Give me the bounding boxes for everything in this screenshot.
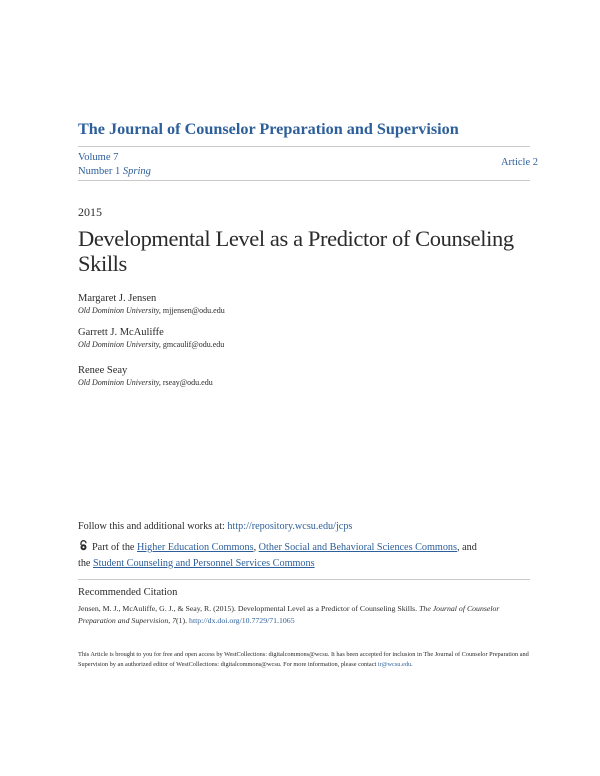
follow-text: Follow this and additional works at: — [78, 521, 225, 532]
recommended-citation: Jensen, M. J., McAuliffe, G. J., & Seay, R. (2015). Developmental Level as a Predictor of Counseling Skills. The Journal of Counselor Preparation and Supervision, 7(1). http://dx.doi.org/10.7729/71.1065 — [78, 604, 500, 625]
recommended-citation-heading: Recommended Citation — [78, 587, 178, 598]
repository-link[interactable]: http://repository.wcsu.edu/jcps — [227, 521, 353, 532]
author-name: Margaret J. Jensen — [78, 293, 157, 304]
higher-education-commons-link[interactable]: Higher Education Commons — [136, 542, 254, 553]
part-of-prefix: Part of the — [92, 542, 135, 553]
author-email[interactable]: gmcaulif@odu.edu — [162, 340, 225, 349]
author-block — [78, 364, 518, 388]
journal-title: The Journal of Counselor Preparation and Supervision — [78, 120, 459, 138]
author-email[interactable]: mjjensen@odu.edu — [162, 306, 225, 315]
article-title: Developmental Level as a Predictor of Counseling Skills — [78, 226, 514, 276]
doi-link[interactable]: http://dx.doi.org/10.7729/71.1065 — [189, 615, 295, 625]
open-access-lock-icon — [78, 540, 89, 551]
article-number-link[interactable]: Article 2 — [500, 157, 538, 168]
issue-season: Spring — [122, 165, 151, 177]
volume-divider — [78, 180, 530, 181]
author-email[interactable]: rseay@odu.edu — [162, 378, 213, 387]
issue-number: Number 1 — [78, 165, 121, 177]
issue-link[interactable] — [78, 165, 151, 179]
author-affiliation: Old Dominion University, gmcaulif@odu.edu — [78, 340, 225, 349]
follow-line — [78, 521, 352, 532]
author-affiliation: Old Dominion University, mjjensen@odu.edu — [78, 306, 225, 315]
student-counseling-commons-link[interactable]: Student Counseling and Personnel Services Commons — [93, 557, 315, 569]
publication-year: 2015 — [78, 205, 102, 219]
volume-link[interactable]: Volume 7 — [78, 152, 119, 163]
other-social-behavioral-sciences-link[interactable]: Other Social and Behavioral Sciences Commons — [258, 542, 457, 553]
header-divider — [78, 146, 530, 147]
author-block — [78, 292, 518, 316]
author-name: Garrett J. McAuliffe — [78, 327, 164, 338]
author-name: Renee Seay — [78, 365, 128, 376]
author-affiliation: Old Dominion University, rseay@odu.edu — [78, 378, 213, 387]
access-notice: This Article is brought to you for free and open access by WestCollections: digitalcommons@wcsu. It has been accepted for inclusion in The Journal of Counselor Preparation and Supervision by an authorized editor of WestCollections: digitalcommons@wcsu. For more information, please contact ir@wcsu.edu. — [78, 651, 529, 668]
part-of-commons: Part of the Higher Education Commons, Other Social and Behavioral Sciences Commons, and the Student Counseling and Personnel Services Commons — [78, 542, 477, 569]
citation-divider — [78, 579, 530, 580]
volume-info — [78, 151, 151, 178]
contact-email-link[interactable]: ir@wcsu.edu — [377, 661, 412, 668]
author-block — [78, 326, 518, 350]
